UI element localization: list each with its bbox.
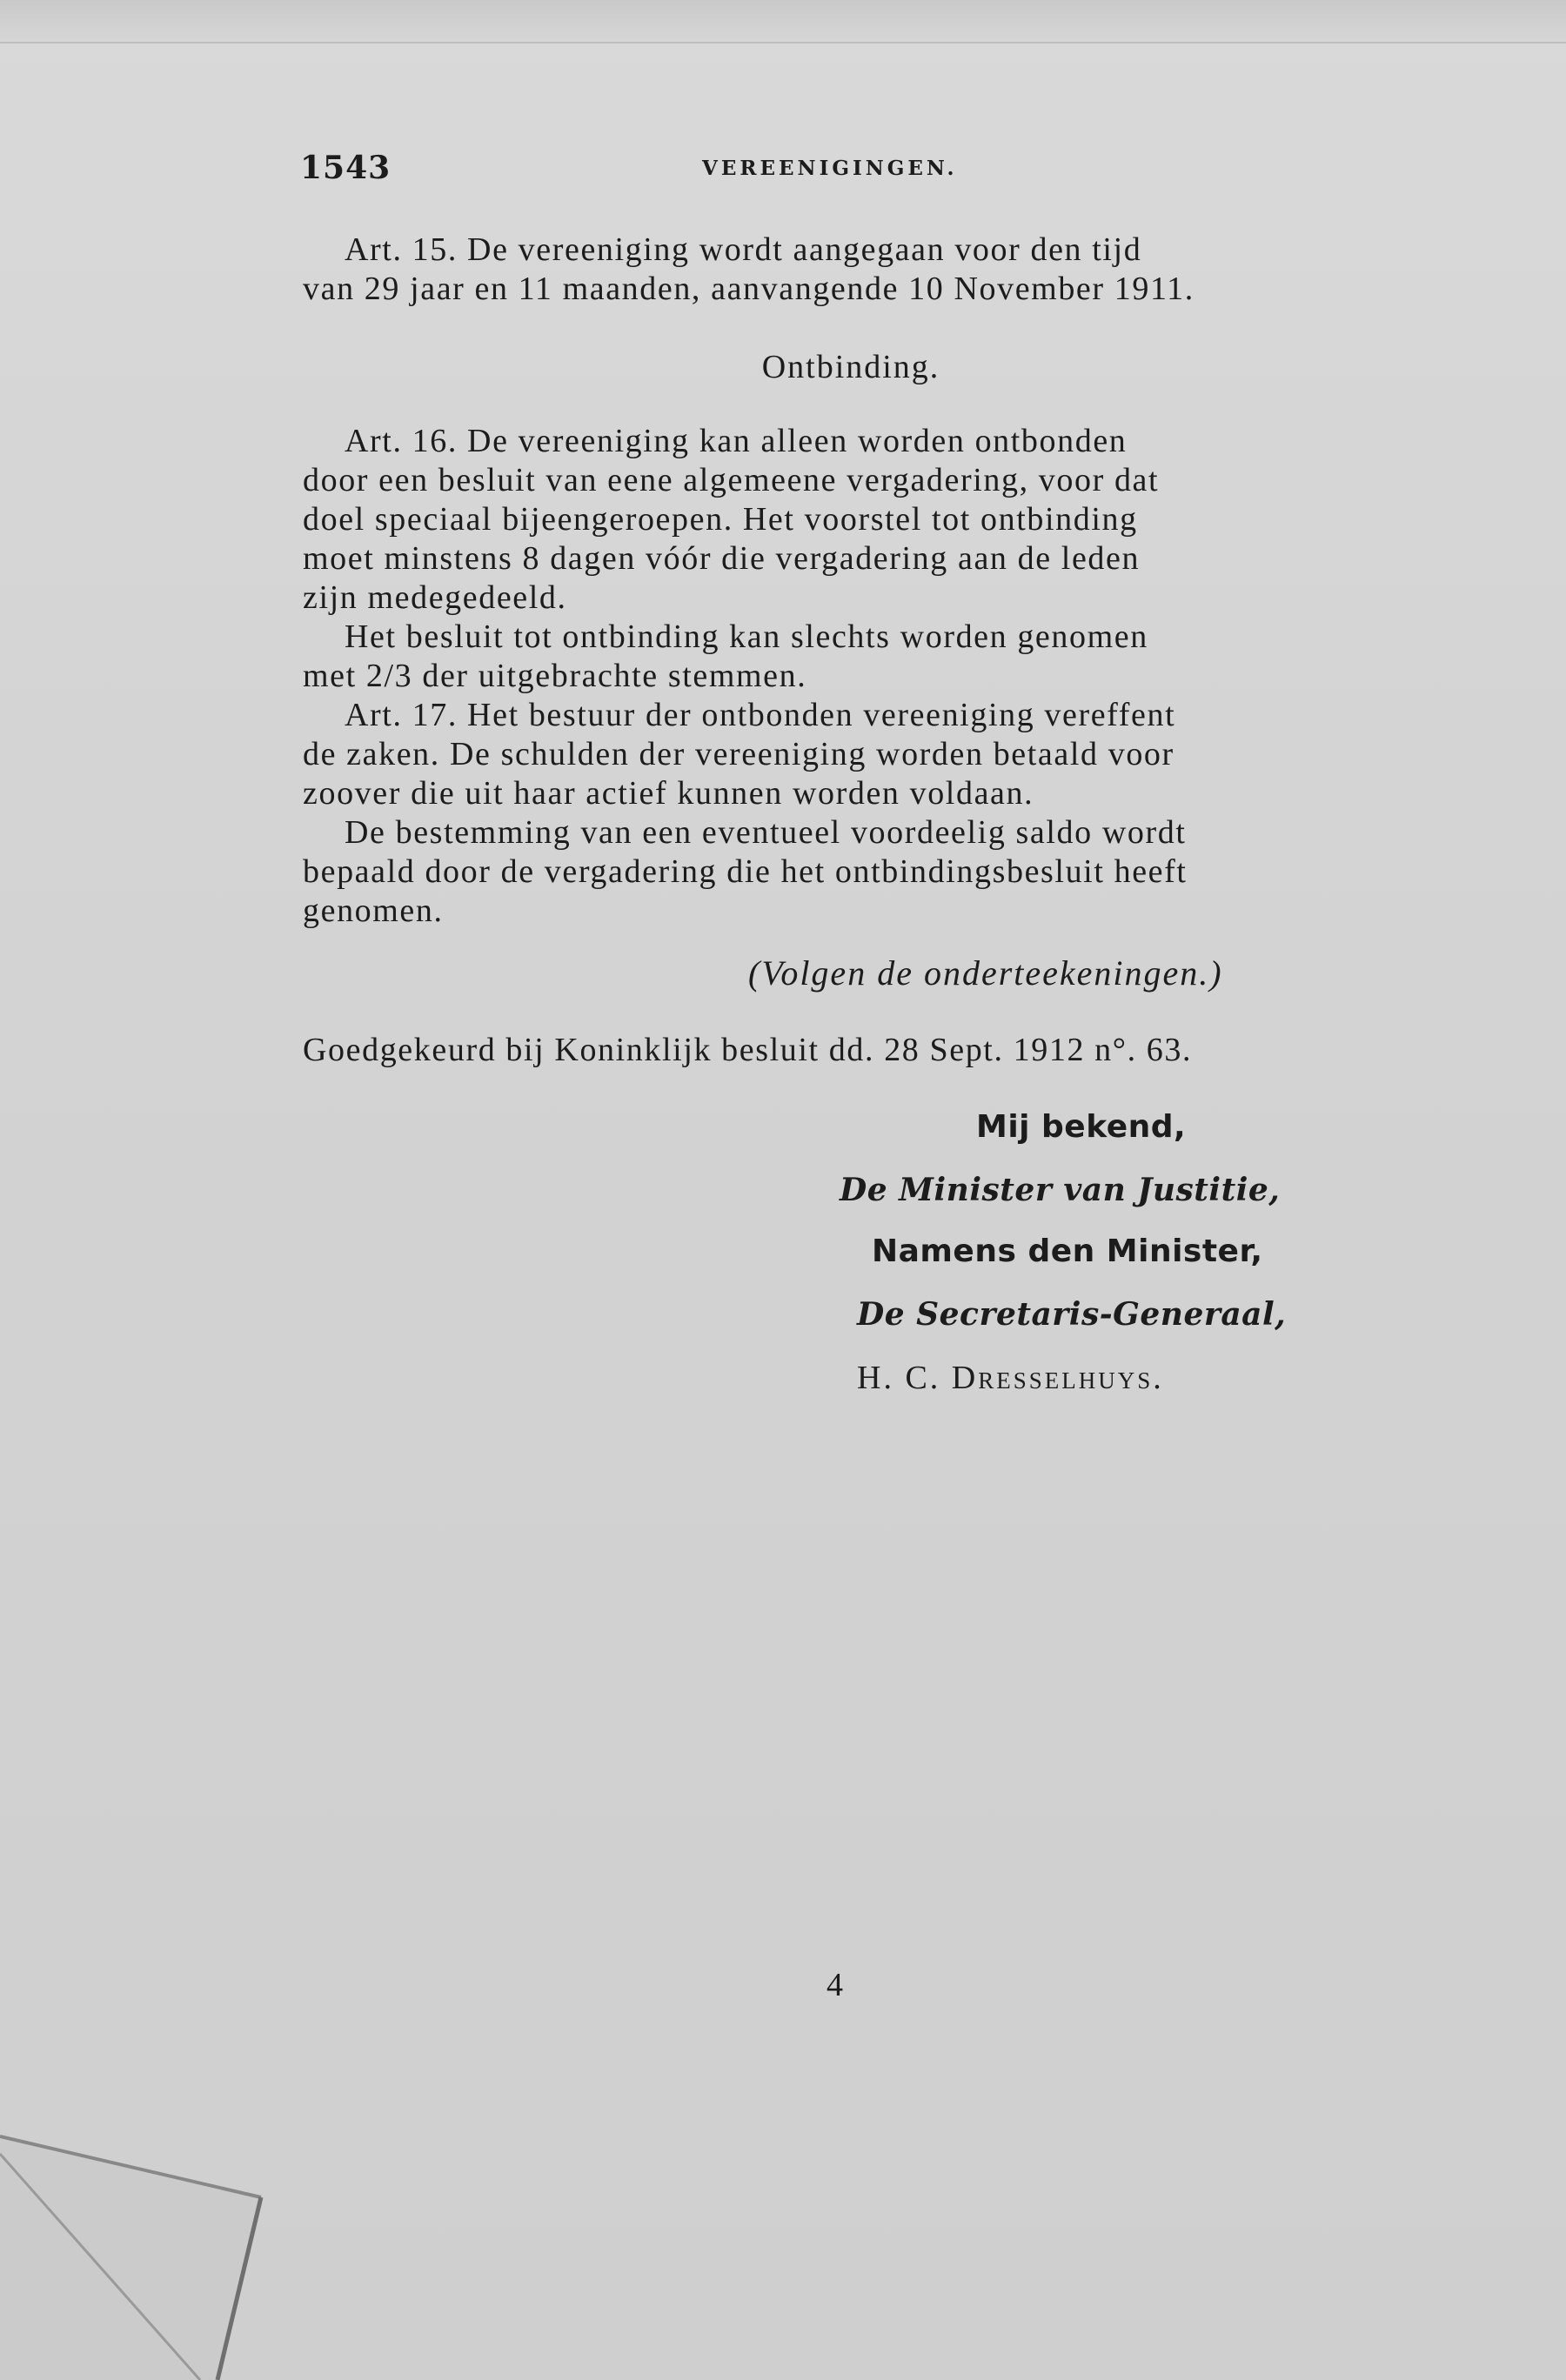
article-15-line-2: van 29 jaar en 11 maanden, aanvangende 10 November 1911. bbox=[303, 271, 1195, 307]
saldo-line: genomen. bbox=[303, 892, 444, 929]
running-title: VEREENIGINGEN. bbox=[702, 157, 958, 180]
articles-16-17 bbox=[303, 422, 1399, 931]
besluit-line: met 2/3 der uitgebrachte stemmen. bbox=[303, 658, 807, 694]
article-15-line-1: Art. 15. De vereeniging wordt aangegaan voor den tijd bbox=[345, 231, 1142, 268]
besluit-line: Het besluit tot ontbinding kan slechts worden genomen bbox=[345, 618, 1148, 655]
saldo-line: De bestemming van een eventueel voordeelig saldo wordt bbox=[345, 814, 1187, 851]
article-16-line: doel speciaal bijeengeroepen. Het voorstel tot ontbinding bbox=[303, 501, 1138, 538]
article-17-line: de zaken. De schulden der vereeniging worden betaald voor bbox=[303, 736, 1174, 772]
article-16-line: zijn medegedeeld. bbox=[303, 579, 567, 616]
article-17-line: Art. 17. Het bestuur der ontbonden vereeniging vereffent bbox=[345, 697, 1176, 733]
article-15 bbox=[303, 231, 1399, 309]
article-16-line: Art. 16. De vereeniging kan alleen worden ontbonden bbox=[345, 423, 1128, 459]
signature-line-2: De Minister van Justitie, bbox=[840, 1172, 1281, 1208]
signature-line-1: Mij bekend, bbox=[976, 1109, 1187, 1145]
signature-line-3: Namens den Minister, bbox=[872, 1233, 1263, 1269]
page-top-edge bbox=[0, 0, 1566, 43]
article-17-line: zoover die uit haar actief kunnen worden voldaan. bbox=[303, 775, 1034, 812]
page-number: 1543 bbox=[300, 150, 392, 186]
article-16-line: moet minstens 8 dagen vóór die vergadering aan de leden bbox=[303, 540, 1141, 577]
signature-line-4: De Secretaris-Generaal, bbox=[857, 1296, 1287, 1333]
signatory-name: H. C. Dresselhuys. bbox=[857, 1360, 1164, 1396]
signatures-note: (Volgen de onderteekeningen.) bbox=[748, 953, 1223, 993]
page-header bbox=[300, 150, 1405, 193]
approval-line: Goedgekeurd bij Koninklijk besluit dd. 28 Sept. 1912 n°. 63. bbox=[303, 1032, 1193, 1068]
section-heading: Ontbinding. bbox=[761, 349, 940, 385]
footer-page-number: 4 bbox=[826, 1967, 843, 2003]
folded-corner-icon bbox=[0, 2119, 278, 2380]
article-16-line: door een besluit van eene algemeene vergadering, voor dat bbox=[303, 462, 1160, 498]
saldo-line: bepaald door de vergadering die het ontbindingsbesluit heeft bbox=[303, 853, 1188, 890]
